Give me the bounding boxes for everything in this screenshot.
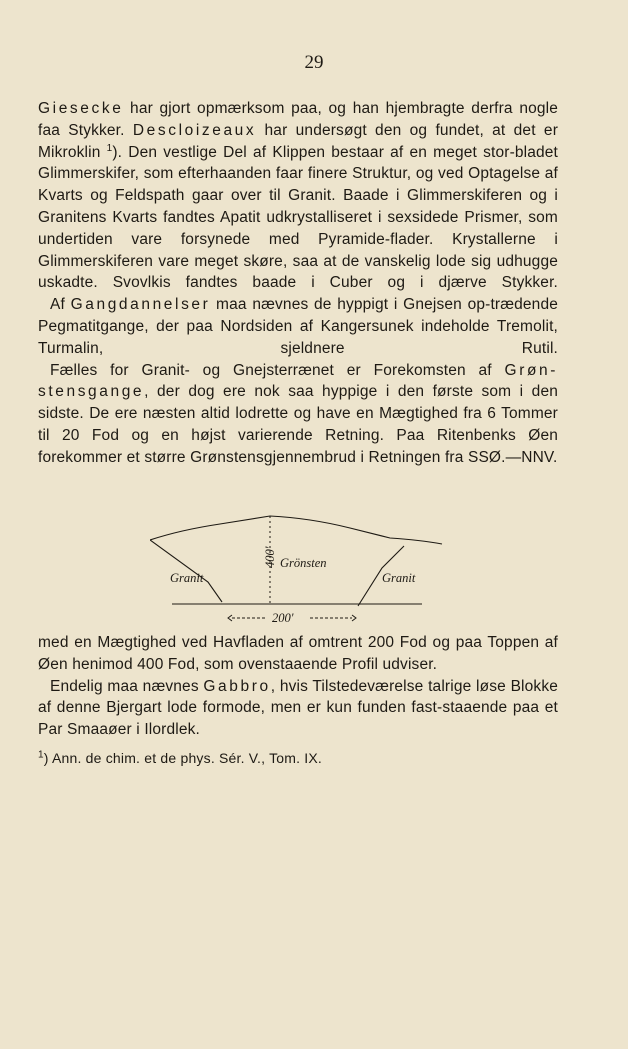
profile-diagram [150,510,450,628]
paragraph-gangdannelser [38,294,563,359]
scale-arrow-left-icon [228,615,232,621]
term-gabbro: Gabbro [203,677,271,695]
paragraph-mineral-description [38,98,563,294]
term-gronstensgange: Grøn-stensgange [38,361,558,401]
terrain-profile-line [150,516,442,544]
main-text-bottom [38,632,563,741]
paragraph-text: har undersøgt den og fundet, at det er Mikroklin [38,121,563,161]
footnote-text: ) Ann. de chim. et de phys. Sér. V., Tom. IX. [43,750,323,766]
author-descloizeaux: Descloizeaux [132,121,257,139]
main-text-top [38,98,563,469]
paragraph-text: har gjort opmærksom paa, og han hjembragte derfra nogle faa Stykker. [38,100,563,139]
paragraph-text: maa nævnes de hyppigt i Gnejsen op-trædende Pegmatitgange, der paa Nordsiden af Kangersunek indeholde Tremolit, Turmalin, sjeldnere Rutil. [38,296,563,357]
paragraph-maegtighed: med en Mægtighed ved Havfladen af omtrent 200 Fod og paa Toppen af Øen henimod 400 Fod, som ovenstaaende Profil udviser. [38,634,563,673]
footnote-mark: 1 [38,749,44,761]
author-giesecke: Giesecke [38,100,124,117]
paragraph-text: , hvis Tilstedeværelse talrige løse Blokke af denne Bjergart lode formode, men er kun funden fast-staaende paa et Par Smaaøer i Ilordlek. [38,677,563,739]
label-granit-left: Granit [170,571,204,585]
footnote [38,750,322,766]
label-gronsten: Grönsten [280,556,327,570]
paragraph-text: Endelig maa nævnes [50,677,204,695]
footnote-reference: 1 [106,142,113,154]
paragraph-text: Af [50,296,71,314]
term-gangdannelser: Gangdannelser [70,296,211,314]
paragraph-gabbro [38,676,563,741]
paragraph-text: Fælles for Granit- og Gnejsterrænet er Forekomsten af [50,361,505,379]
label-scale: 200' [272,611,294,625]
label-granit-right: Granit [382,571,416,585]
scale-arrow-right-icon [352,615,356,621]
page-number: 29 [304,52,324,73]
paragraph-text: ). Den vestlige Del af Klippen bestaar af en meget stor-bladet Glimmerskifer, som efterhaanden faar finere Struktur, og ved Optagelse af Kvarts og Feldspath gaar over til Granit. Baade i Glimmerskiferen og i Granitens Kvarts fandtes Apatit udkrystalliseret i sexsidede Prismer, som undertiden vare forsynede med Pyramide-flader. Krystallerne i Glimmerskiferen vare meget skøre, saa at de vanskelig lode sig udhugge uskadte. Svovlkis fandtes baade i Cuber og i djærve Stykker. [38,143,563,292]
label-vertical-measure: 400' [263,546,277,568]
paragraph-gronstensgange [38,360,563,469]
paragraph-text: , der dog ere nok saa hyppige i den første som i den sidste. De ere næsten altid lodrette og have en Mægtighed fra 6 Tommer til 20 Fod og en højst varierende Retning. Paa Ritenbenks Øen forekommer et større Grønstensgjennembrud i Retningen fra SSØ.—NNV. [38,383,563,466]
profile-figure [150,510,450,628]
